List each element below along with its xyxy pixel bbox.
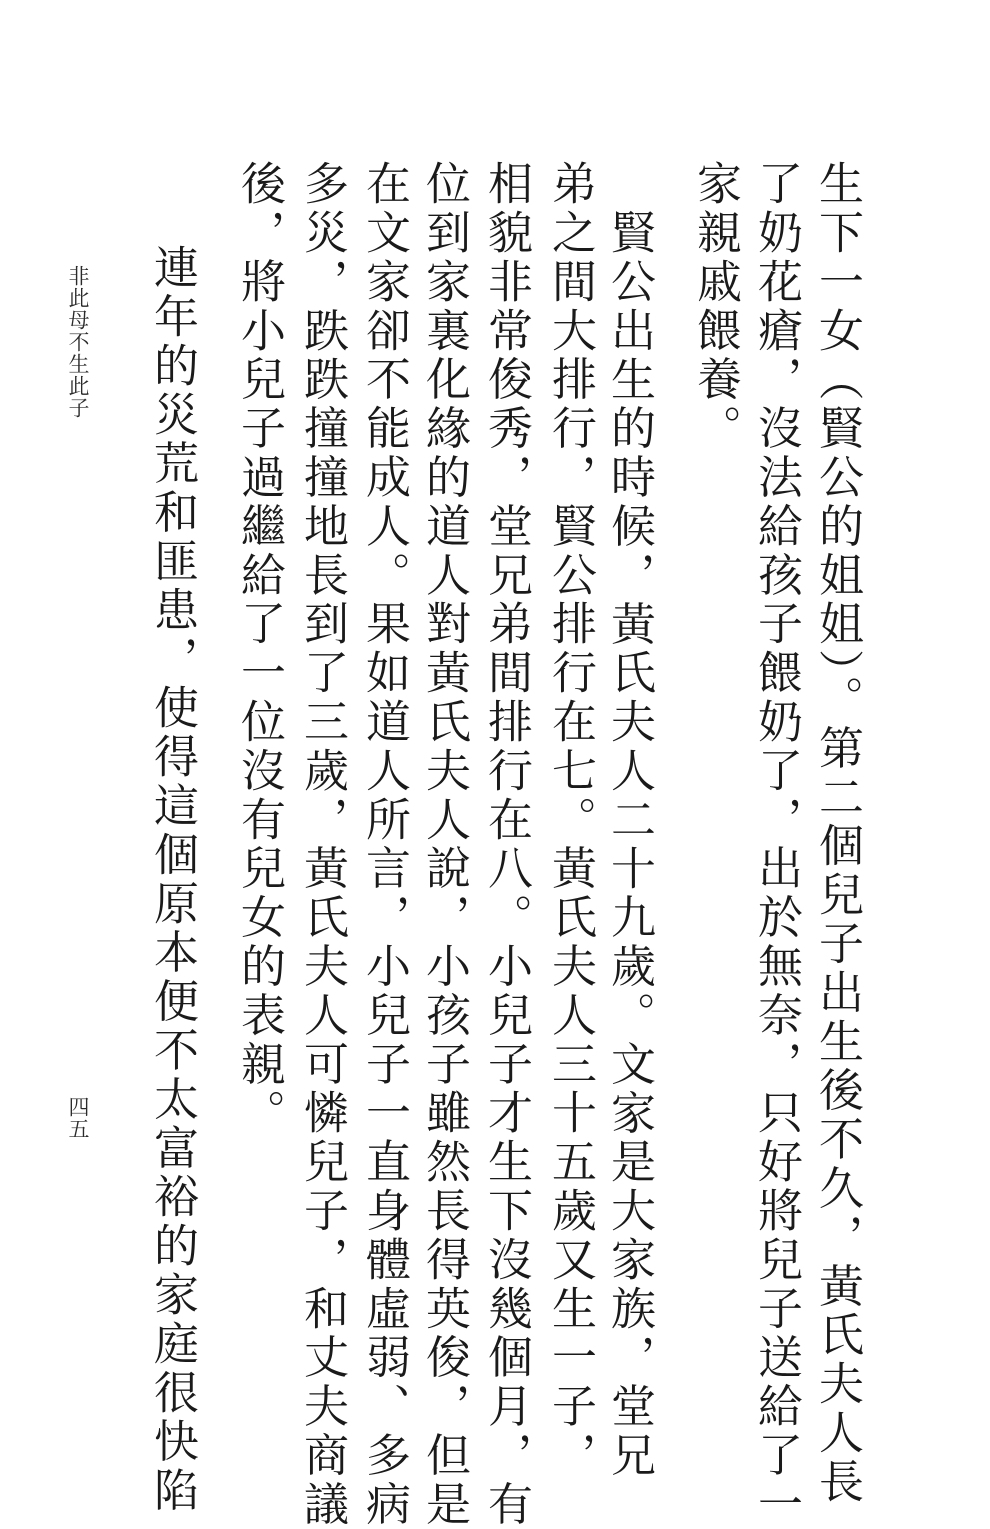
text-line-5: 弟之間大排行，賢公排行在七。黃氏夫人三十五歲又生一子， bbox=[544, 160, 597, 1481]
page-number: 四五 bbox=[66, 1096, 90, 1140]
text-line-2: 了奶花瘡，沒法給孩子餵奶了，出於無奈，只好將兒子送給了一 bbox=[750, 160, 803, 1529]
text-line-9: 多災，跌跌撞撞地長到了三歲，黃氏夫人可憐兒子，和丈夫商議 bbox=[296, 160, 349, 1529]
text-line-8: 在文家卻不能成人。果如道人所言，小兒子一直身體虛弱、多病 bbox=[358, 160, 411, 1529]
text-line-4: 賢公出生的時候，黃氏夫人二十九歲。文家是大家族，堂兄 bbox=[603, 209, 656, 1481]
text-line-10: 後，將小兒子過繼給了一位沒有兒女的表親。 bbox=[233, 160, 286, 1138]
text-line-11: 連年的災荒和匪患，使得這個原本便不太富裕的家庭很快陷 bbox=[146, 244, 199, 1516]
text-line-3: 家親戚餵養。 bbox=[689, 160, 742, 454]
running-title: 非此母不生此子 bbox=[66, 265, 90, 419]
text-line-6: 相貌非常俊秀，堂兄弟間排行在八。小兒子才生下沒幾個月，有 bbox=[480, 160, 533, 1529]
text-line-7: 位到家裏化緣的道人對黃氏夫人說，小孩子雖然長得英俊，但是 bbox=[418, 160, 471, 1529]
text-line-1: 生下一女（賢公的姐姐）。第二個兒子出生後不久，黃氏夫人長 bbox=[811, 160, 864, 1507]
